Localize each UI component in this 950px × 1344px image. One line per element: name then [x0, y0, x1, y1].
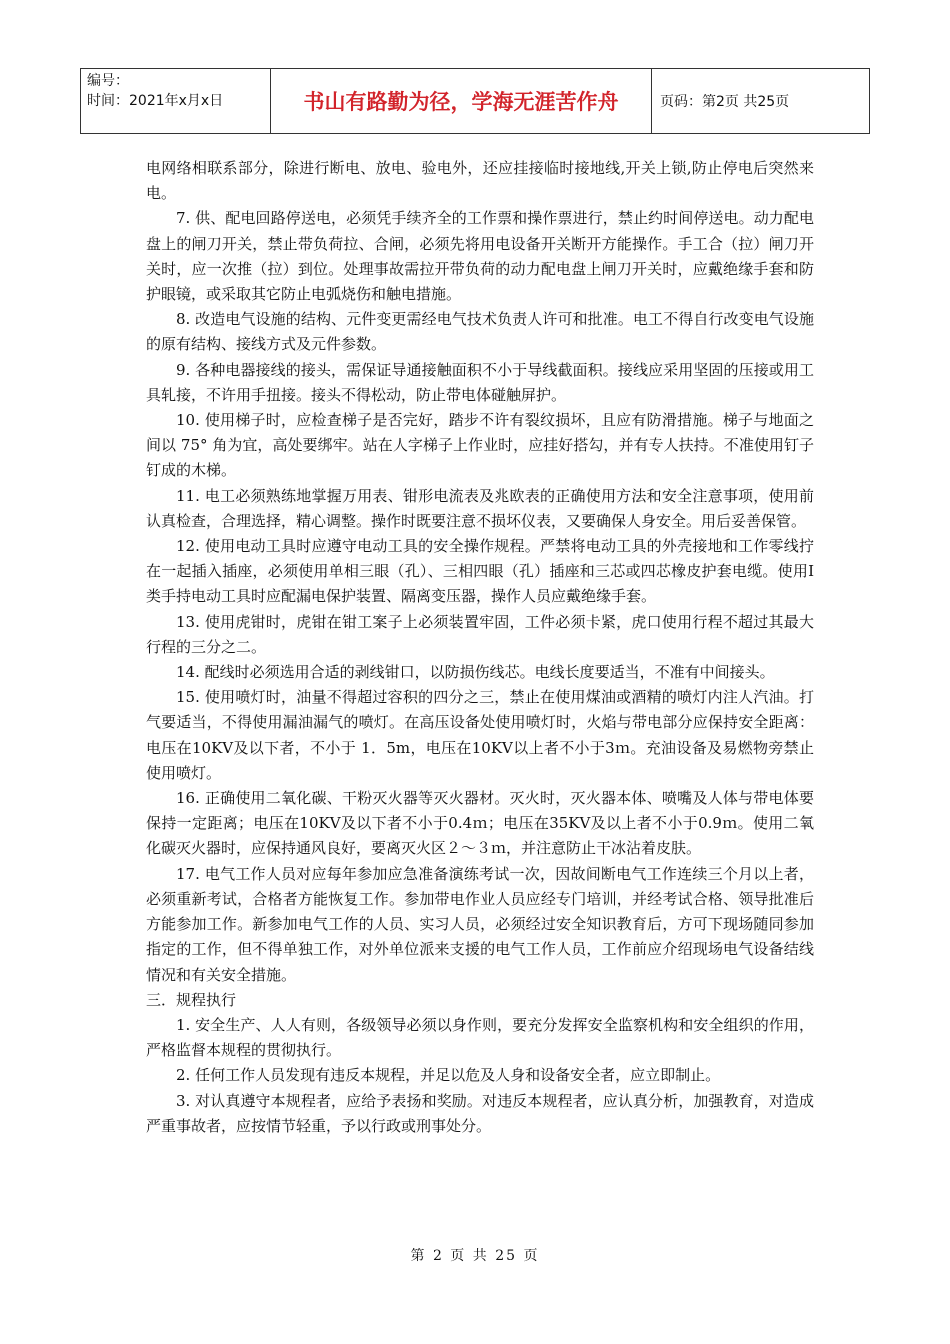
header-motto: 书山有路勤为径，学海无涯苦作舟 [271, 69, 652, 133]
paragraph-item-7: 7. 供、配电回路停送电，必须凭手续齐全的工作票和操作票进行，禁止约时间停送电。动力配电盘上的闸刀开关，禁止带负荷拉、合闸，必须先将用电设备开关断开方能操作。手工合（拉）闸刀开关时，应一次推（拉）到位。处理事故需拉开带负荷的动力配电盘上闸刀开关时，应戴绝缘手套和防护眼镜，或采取其它防止电弧烧伤和触电措施。 [146, 209, 814, 304]
paragraph-item-12: 12. 使用电动工具时应遵守电动工具的安全操作规程。严禁将电动工具的外壳接地和工作零线拧在一起插入插座，必须使用单相三眼（孔）、三相四眼（孔）插座和三芯或四芯橡皮护套电缆。使用Ⅰ类手持电动工具时应配漏电保护装置、隔离变压器，操作人员应戴绝缘手套。 [146, 537, 814, 606]
paragraph-item-13: 13. 使用虎钳时，虎钳在钳工案子上必须装置牢固，工件必须卡紧，虎口使用行程不超过其最大行程的三分之二。 [146, 612, 814, 656]
paragraph-item-17: 17. 电气工作人员对应每年参加应急准备演练考试一次，因故间断电气工作连续三个月以上者，必须重新考试，合格者方能恢复工作。参加带电作业人员应经专门培训，并经考试合格、领导批准后方能参加工作。新参加电气工作的人员、实习人员，必须经过安全知识教育后，方可下现场随同参加指定的工作，但不得单独工作，对外单位派来支援的电气工作人员，工作前应介绍现场电气设备结线情况和有关安全措施。 [146, 864, 814, 984]
section-heading: 三．规程执行 [146, 990, 237, 1009]
paragraph-item-14: 14. 配线时必须选用合适的剥线钳口，以防损伤线芯。电线长度要适当，不准有中间接头。 [176, 663, 775, 682]
paragraph-exec-3: 3. 对认真遵守本规程者，应给予表扬和奖励。对违反本规程者，应认真分析，加强教育，对造成严重事故者，应按情节轻重，予以行政或刑事处分。 [146, 1091, 814, 1135]
document-body [146, 156, 814, 1139]
paragraph-item-9: 9. 各种电器接线的接头，需保证导通接触面积不小于导线截面积。接线应采用坚固的压接或用工具轧接，不许用手扭接。接头不得松动，防止带电体碰触屏护。 [146, 360, 814, 404]
page-header [80, 68, 870, 134]
paragraph-item-15: 15. 使用喷灯时，油量不得超过容积的四分之三，禁止在使用煤油或酒精的喷灯内注人汽油。打气要适当，不得使用漏油漏气的喷灯。在高压设备处使用喷灯时，火焰与带电部分应保持安全距离：电压在10KV及以下者，不小于 1．5m，电压在10KV以上者不小于3ｍ。充油设备及易燃物旁禁止使用喷灯。 [146, 688, 814, 782]
paragraph-exec-2: 2. 任何工作人员发现有违反本规程，并足以危及人身和设备安全者，应立即制止。 [176, 1066, 721, 1085]
header-meta [81, 69, 271, 133]
document-date: 时间：2021年x月x日 [87, 93, 224, 109]
paragraph-continuation: 电网络相联系部分，除进行断电、放电、验电外，还应挂接临时接地线,开关上锁,防止停电后突然来电。 [146, 159, 814, 203]
paragraph-item-11: 11. 电工必须熟练地掌握万用表、钳形电流表及兆欧表的正确使用方法和安全注意事项，使用前认真检查，合理选择，精心调整。操作时既要注意不损坏仪表，又要确保人身安全。用后妥善保管。 [146, 486, 814, 530]
paragraph-exec-1: 1. 安全生产、人人有则，各级领导必须以身作则，要充分发挥安全监察机构和安全组织的作用，严格监督本规程的贯彻执行。 [146, 1015, 814, 1060]
page-footer: 第 2 页 共 25 页 [410, 1248, 540, 1264]
paragraph-item-10: 10. 使用梯子时，应检查梯子是否完好，踏步不许有裂纹损坏，且应有防滑措施。梯子与地面之间以 75° 角为宜，高处要绑牢。站在人字梯子上作业时，应挂好搭勾，并有专人扶持。不准使用钉子钉成的木梯。 [146, 411, 814, 480]
paragraph-item-8: 8. 改造电气设施的结构、元件变更需经电气技术负责人许可和批准。电工不得自行改变电气设施的原有结构、接线方式及元件参数。 [146, 310, 814, 354]
header-page-info: 页码：第2页 共25页 [660, 94, 790, 110]
paragraph-item-16: 16. 正确使用二氧化碳、干粉灭火器等灭火器材。灭火时，灭火器本体、喷嘴及人体与带电体要保持一定距离；电压在10KV及以下者不小于0.4ｍ；电压在35KV及以上者不小于0.9ｍ。使用二氧化碳灭火器时，应保持通风良好，要离灭火区２～３ｍ，并注意防止干冰沾着皮肤。 [146, 789, 814, 858]
document-number-label: 编号： [87, 73, 129, 89]
